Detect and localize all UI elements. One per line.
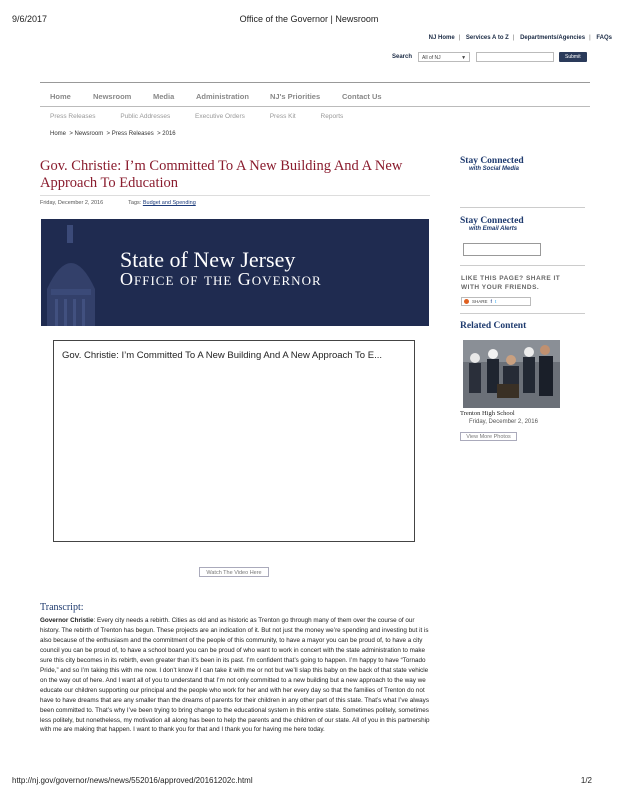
subnav-press-releases[interactable]: Press Releases: [50, 113, 96, 120]
speaker-name: Governor Christie: [40, 617, 94, 624]
print-title: Office of the Governor | Newsroom: [239, 14, 379, 24]
photo-image: [463, 340, 560, 408]
subnav-reports[interactable]: Reports: [320, 113, 344, 120]
breadcrumb: Home > Newsroom > Press Releases > 2016: [50, 131, 176, 137]
search-label: Search: [392, 54, 413, 60]
article-meta: [40, 200, 196, 206]
stay-connected-email-heading: Stay Connected: [460, 216, 524, 226]
subnav-executive-orders[interactable]: Executive Orders: [195, 113, 245, 120]
video-player[interactable]: [53, 340, 415, 542]
transcript-body: [40, 616, 430, 735]
banner-line2: Office of the Governor: [120, 269, 322, 289]
share-icon: [464, 299, 469, 304]
submit-button[interactable]: Submit: [559, 52, 587, 62]
chevron-down-icon: ▼: [461, 55, 467, 61]
divider: [40, 106, 590, 107]
crumb-press-releases[interactable]: Press Releases: [111, 131, 154, 137]
article-date: Friday, December 2, 2016: [40, 200, 104, 206]
tags-label: Tags:: [128, 200, 142, 206]
related-content-heading: Related Content: [460, 321, 527, 331]
utility-nav: NJ Home | Services A to Z | Departments/Agencies | FAQs: [428, 35, 612, 41]
search-scope-select[interactable]: All of NJ ▼: [418, 52, 470, 62]
view-more-photos-button[interactable]: View More Photos: [460, 432, 517, 441]
nav-priorities[interactable]: NJ's Priorities: [270, 92, 321, 101]
nav-newsroom[interactable]: Newsroom: [93, 92, 132, 101]
subnav-public-addresses[interactable]: Public Addresses: [120, 113, 171, 120]
divider: [40, 195, 430, 196]
nav-contact[interactable]: Contact Us: [342, 92, 382, 101]
tag-link[interactable]: Budget and Spending: [142, 200, 196, 206]
divider: [460, 313, 585, 314]
related-photo[interactable]: [463, 340, 560, 408]
search-bar: [392, 50, 587, 64]
divider: [460, 207, 585, 208]
nav-media[interactable]: Media: [153, 92, 175, 101]
share-prompt: LIKE THIS PAGE? SHARE IT WITH YOUR FRIENDS.: [461, 275, 561, 291]
banner-line1: State of New Jersey: [120, 247, 296, 272]
print-date: 9/6/2017: [12, 14, 48, 24]
util-link-departments[interactable]: Departments/Agencies: [520, 35, 586, 41]
video-title: Gov. Christie: I’m Committed To A New Building And A New Approach To E...: [62, 350, 382, 361]
email-alerts-link[interactable]: with Email Alerts: [469, 226, 518, 232]
divider: [40, 82, 590, 83]
crumb-home[interactable]: Home: [50, 131, 67, 137]
divider: [460, 265, 585, 266]
facebook-icon: f: [490, 299, 493, 304]
watch-video-button[interactable]: Watch The Video Here: [199, 567, 269, 577]
twitter-icon: t: [495, 299, 497, 304]
stay-connected-social-heading: Stay Connected: [460, 156, 524, 166]
subnav-press-kit[interactable]: Press Kit: [269, 113, 296, 120]
transcript-heading: Transcript:: [40, 602, 84, 613]
transcript-text: : Every city needs a rebirth. Cities as old and as historic as Trenton go through many of them over the course of our history. The rebirth of Trenton has begun. These projects are an indication of it. But not just the money we’re spending and investing but it is also because of the enthusiasm and the commitment of the people of this community, to have a mayor you can be proud of, to have a city council you can be proud of, to have a school board you can be proud of who want to work in concert with the state administration to make sure this city becomes in its rebirth, even greater than it’s been in its past. I’m confident that’s going to happen. I’m happy to have “Tornado Pride,” and so I’m taking this with me now. I don’t know if I can take it with me or not but we’ll slap this baby on the back of that state vehicle on the way out of here. And I want all of you to understand that I’m not only committed to a new building but a new approach to the way we educate our children supporting our principal and the people who work for her and with her every day so that the families of Trenton do not have to have dreams that are any smaller than the dreams of parents for their children in any other part of this state. That’s what I’ve always been committed to. That’s why I’ve been trying to bring change to the educational system in this entire state. Sometimes politely, sometimes less politely, but nonetheless, my motivation all along has been to help the parents and the children of our state. All of you in this partnership with me are making that happen. I want to thank you for that and I thank you for having me here today.: [40, 617, 430, 734]
related-date: Friday, December 2, 2016: [469, 419, 538, 425]
page-title: Gov. Christie: I’m Committed To A New Building And A New Approach To Education: [40, 158, 403, 191]
util-link-services[interactable]: Services A to Z: [465, 35, 509, 41]
sub-nav: [50, 113, 366, 120]
util-link-faqs[interactable]: FAQs: [596, 35, 612, 41]
share-button[interactable]: SHARE f t: [461, 297, 531, 306]
social-media-link[interactable]: with Social Media: [469, 166, 520, 172]
governor-banner: [41, 219, 429, 326]
print-url: http://nj.gov/governor/news/news/552016/approved/20161202c.html: [12, 776, 253, 785]
crumb-newsroom[interactable]: Newsroom: [74, 131, 104, 137]
main-nav: [50, 92, 382, 101]
nav-home[interactable]: Home: [50, 92, 71, 101]
util-link-nj-home[interactable]: NJ Home: [428, 35, 455, 41]
nav-administration[interactable]: Administration: [196, 92, 249, 101]
print-page-number: 1/2: [580, 776, 592, 785]
related-caption[interactable]: Trenton High School: [460, 410, 515, 417]
crumb-year[interactable]: 2016: [162, 131, 176, 137]
search-input[interactable]: [476, 52, 554, 62]
email-field[interactable]: [463, 243, 541, 256]
